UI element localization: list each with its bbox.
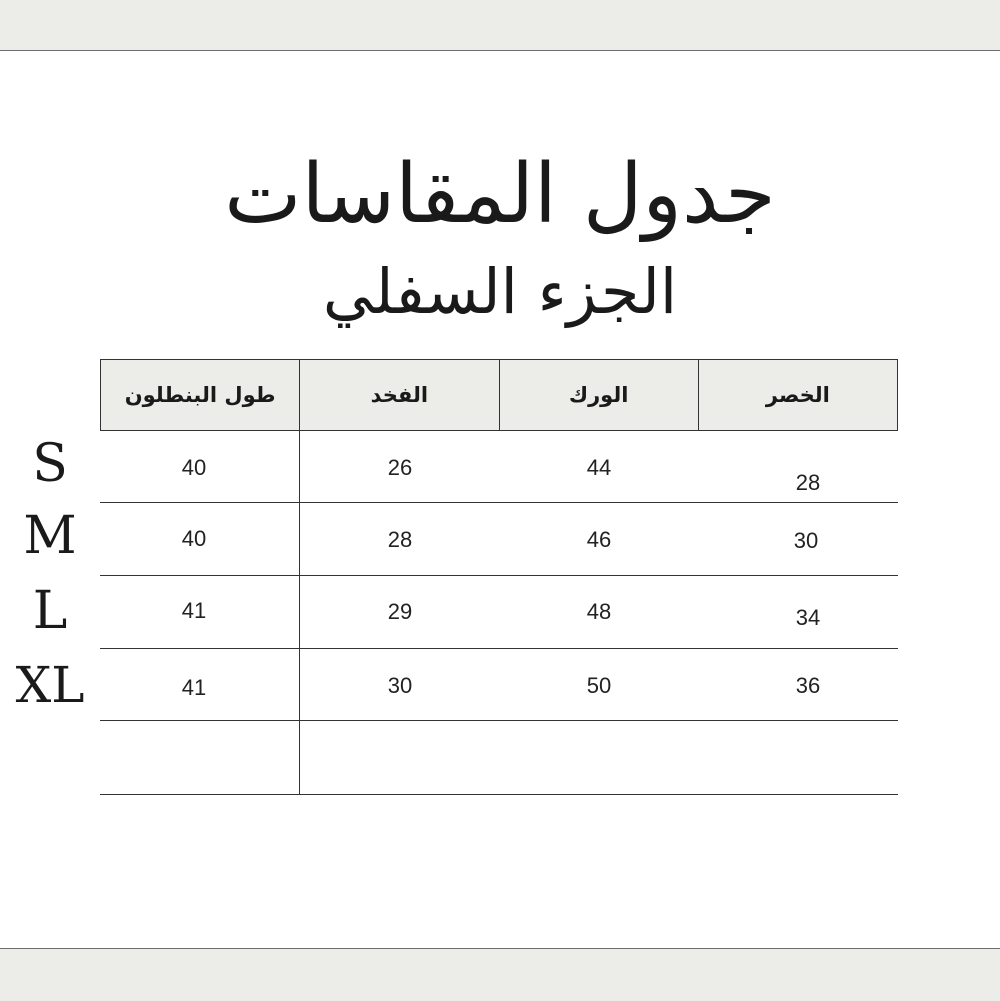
cell-m-pant-length: 40 [181,526,207,551]
row-divider [100,575,898,576]
top-band [0,0,1000,51]
row-divider [100,502,898,503]
header-waist: الخصر [765,383,830,407]
cell-s-pant-length: 40 [181,455,207,480]
cell-l-thigh: 29 [387,599,413,624]
header-pant-length: طول البنطلون [101,360,300,430]
table-header-row [100,359,898,431]
cell-s-thigh: 26 [387,455,413,480]
header-hip: الورك [500,360,699,430]
size-label-l: L [32,581,68,641]
cell-l-waist: 34 [795,605,821,630]
header-thigh: الفخد [300,360,499,430]
cell-l-hip: 48 [586,599,612,624]
table-column-divider [299,430,300,795]
page-title: جدول المقاسات [224,147,776,242]
cell-l-pant-length: 41 [181,598,207,623]
size-label-s: S [32,434,68,494]
cell-xl-hip: 50 [586,673,612,698]
row-divider [100,794,898,795]
row-divider [100,648,898,649]
row-divider [100,720,898,721]
bottom-band [0,948,1000,1001]
cell-s-waist: 28 [795,470,821,495]
cell-m-hip: 46 [586,527,612,552]
cell-xl-waist: 36 [795,673,821,698]
size-label-m: M [23,506,77,566]
cell-m-waist: 30 [793,528,819,553]
cell-xl-thigh: 30 [387,673,413,698]
page-subtitle: الجزء السفلي [322,255,678,328]
cell-xl-pant-length: 41 [181,675,207,700]
cell-m-thigh: 28 [387,527,413,552]
size-table-body [100,430,898,795]
cell-s-hip: 44 [586,455,612,480]
size-label-xl: XL [15,656,85,714]
